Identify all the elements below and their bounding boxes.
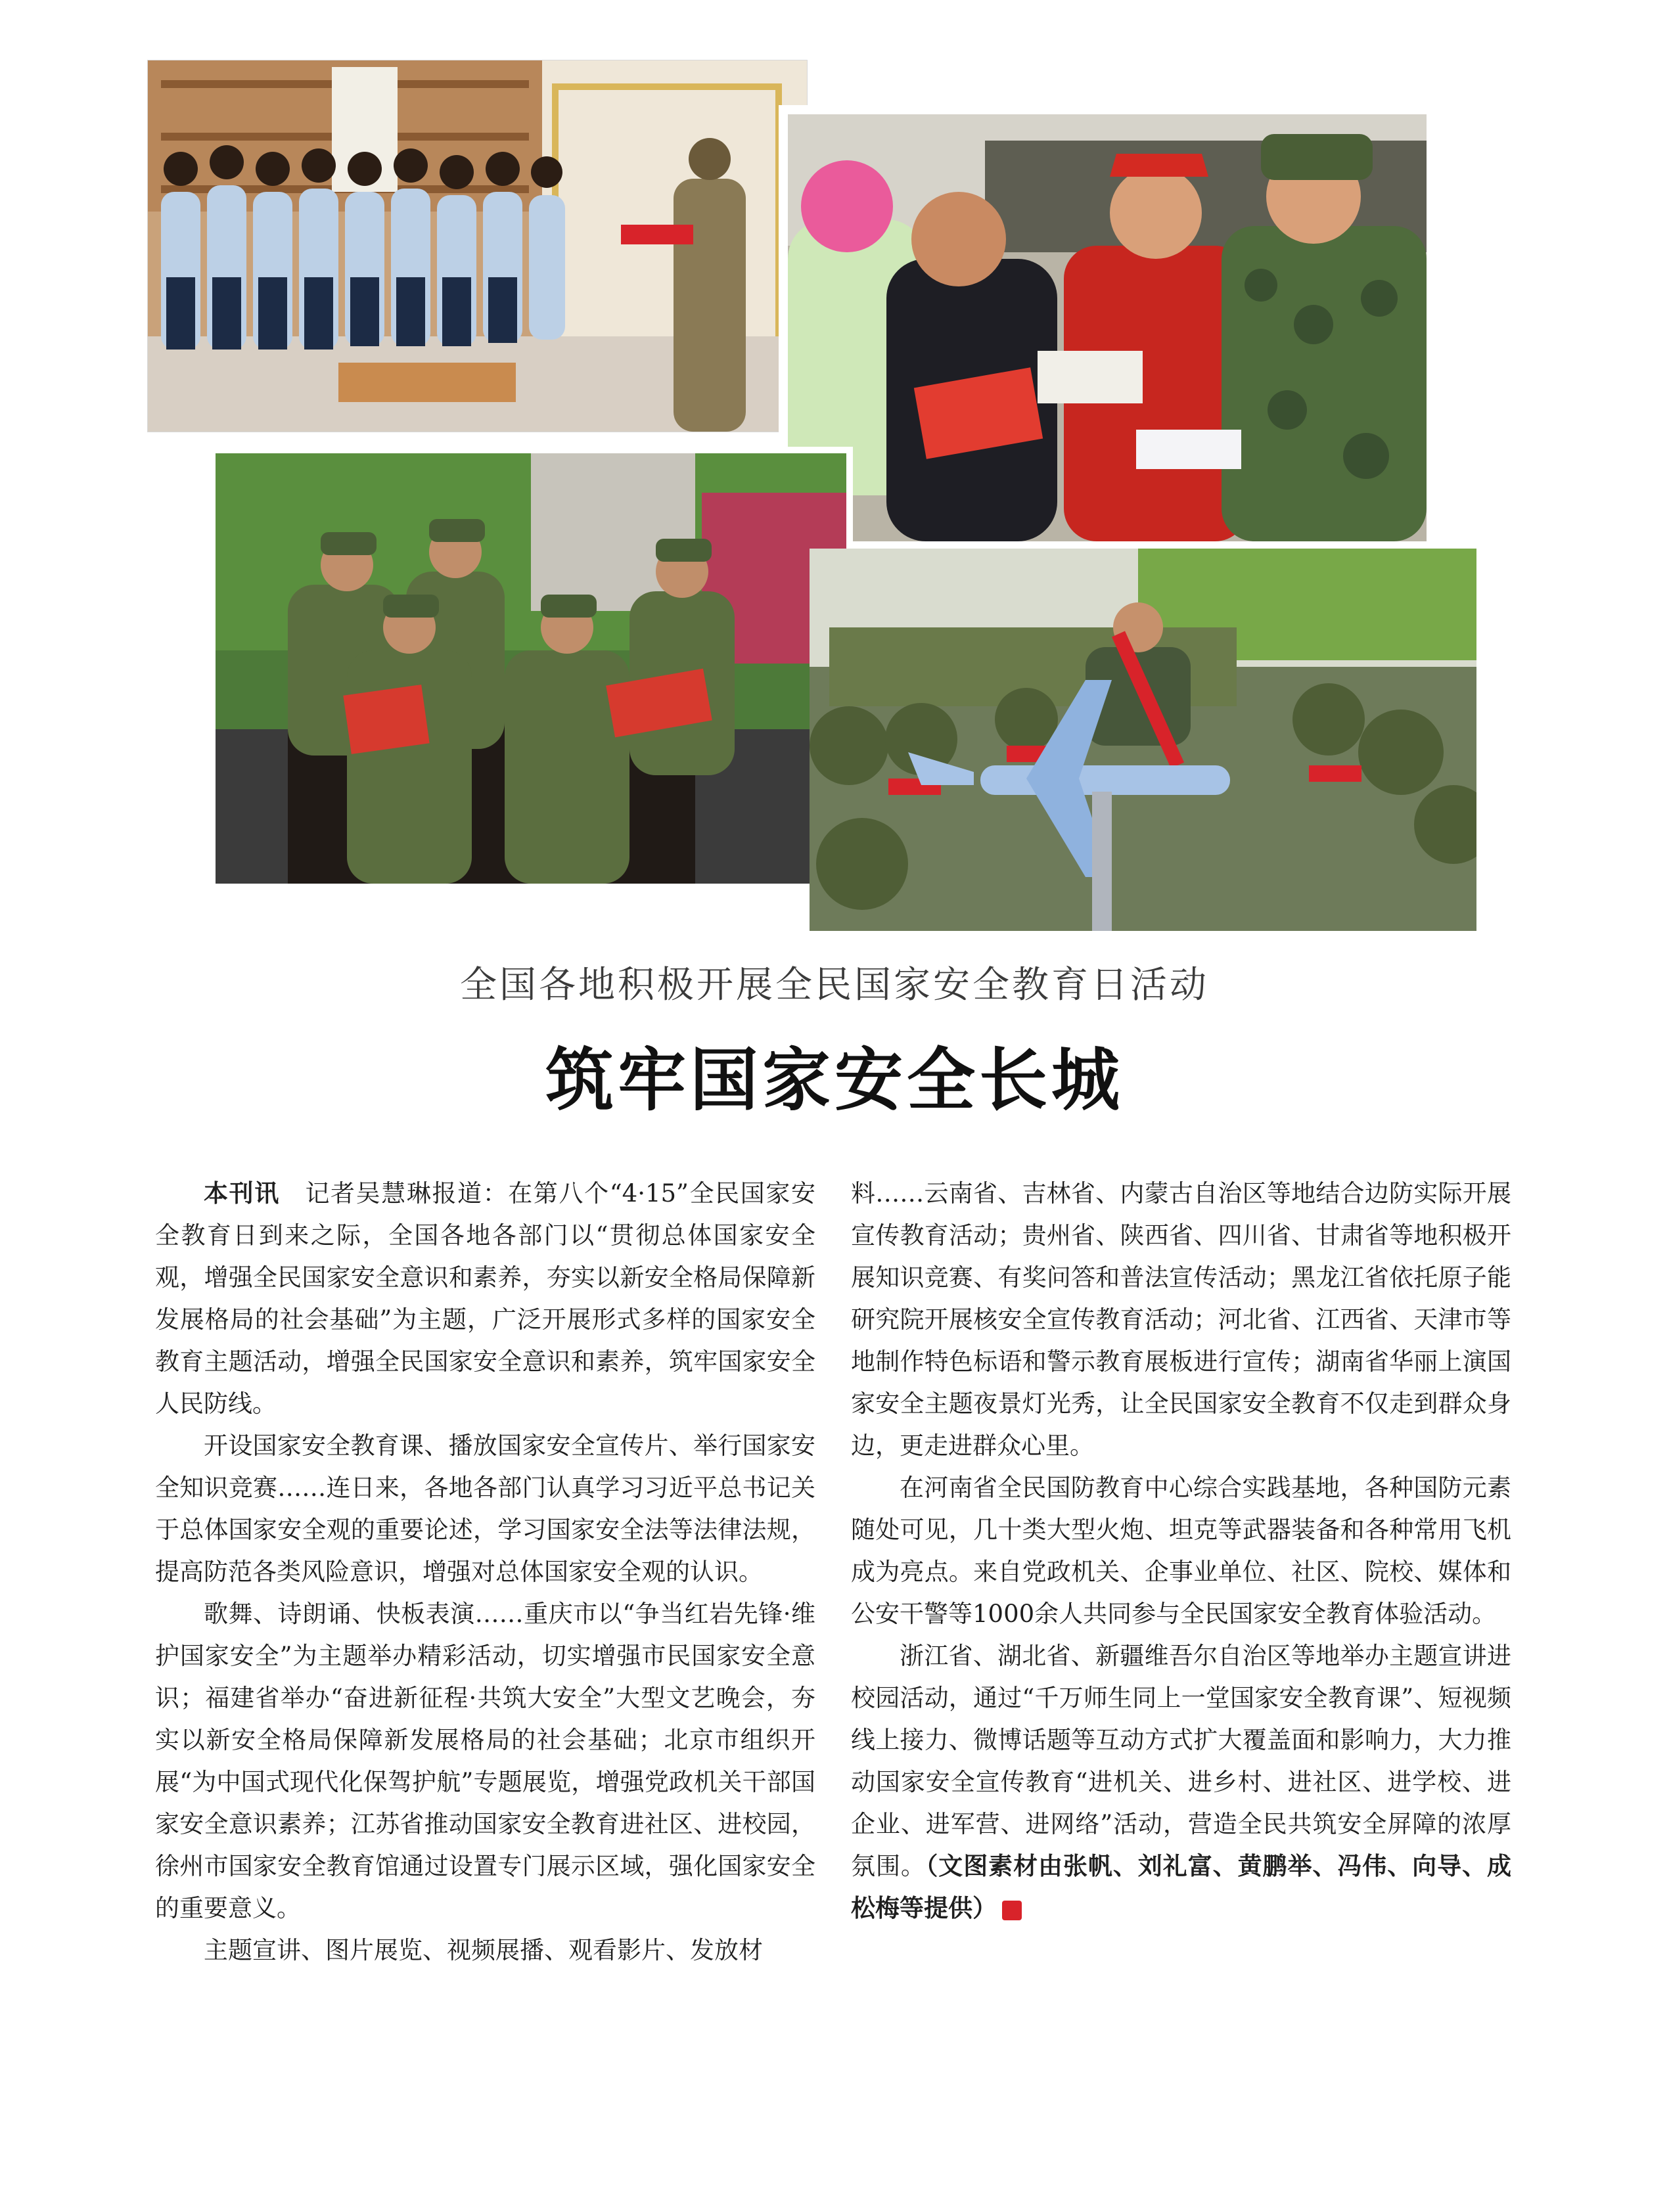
students-library-photo (148, 60, 807, 432)
article-paragraph: 在河南省全民国防教育中心综合实践基地，各种国防元素随处可见，几十类大型火炮、坦克等武器装备和各种常用飞机成为亮点。来自党政机关、企事业单位、社区、院校、媒体和公安干警等1000余人共同参与全民国家安全教育体验活动。 (851, 1474, 1511, 1628)
children-aircraft-model-photo (810, 549, 1476, 931)
end-mark-icon: G (1002, 1901, 1022, 1920)
photo-credit: （文图素材由张帆、刘礼富、黄鹏举、冯伟、向导、成松梅等提供） (851, 1852, 1511, 1922)
article-column-right (851, 1173, 1511, 1930)
article-title: 筑牢国家安全长城 (545, 1040, 1124, 1120)
article-paragraph: 歌舞、诗朗诵、快板表演……重庆市以“争当红岩先锋·维护国家安全”为主题举办精彩活动，切实增强市民国家安全意识；福建省举办“奋进新征程·共筑大安全”大型文艺晚会，夯实以新安全格局保障新发展格局的社会基础；北京市组织开展“为中国式现代化保驾护航”专题展览，增强党政机关干部国家安全意识素养；江苏省推动国家安全教育进社区、进校园，徐州市国家安全教育馆通过设置专门展示区域，强化国家安全的重要意义。 (155, 1600, 815, 1922)
article-column-left (155, 1173, 815, 1972)
article-paragraph-text: 浙江省、湖北省、新疆维吾尔自治区等地举办主题宣讲进校园活动，通过“千万师生同上一堂国家安全教育课”、短视频线上接力、微博话题等互动方式扩大覆盖面和影响力，大力推动国家安全宣传教育“进机关、进乡村、进社区、进学校、进企业、进军营、进网络”活动，营造全民共筑安全屏障的浓厚氛围。 (851, 1642, 1511, 1880)
soldier-handing-leaflets-photo (779, 105, 1436, 551)
article-paragraph (851, 1635, 1511, 1930)
lead-label: 本刊讯 (204, 1179, 280, 1208)
soldiers-reading-brochures-photo (209, 447, 853, 890)
article-paragraph (155, 1173, 815, 1425)
article-paragraph: 料……云南省、吉林省、内蒙古自治区等地结合边防实际开展宣传教育活动；贵州省、陕西省、四川省、甘肃省等地积极开展知识竞赛、有奖问答和普法宣传活动；黑龙江省依托原子能研究院开展核安全宣传教育活动；河北省、江西省、天津市等地制作特色标语和警示教育展板进行宣传；湖南省华丽上演国家安全主题夜景灯光秀，让全民国家安全教育不仅走到群众身边，更走进群众心里。 (851, 1179, 1511, 1460)
article-paragraph: 主题宣讲、图片展览、视频展播、观看影片、发放材 (204, 1936, 763, 1964)
article-paragraph-text: 记者吴慧琳报道：在第八个“4·15”全民国家安全教育日到来之际，全国各地各部门以“贯彻总体国家安全观，增强全民国家安全意识和素养，夯实以新安全格局保障新发展格局的社会基础”为主题，广泛开展形式多样的国家安全教育主题活动，增强全民国家安全意识和素养，筑牢国家安全人民防线。 (155, 1179, 815, 1418)
article-subtitle: 全国各地积极开展全民国家安全教育日活动 (460, 964, 1209, 1006)
article-paragraph: 开设国家安全教育课、播放国家安全宣传片、举行国家安全知识竞赛……连日来，各地各部门认真学习习近平总书记关于总体国家安全观的重要论述，学习国家安全法等法律法规，提高防范各类风险意识，增强对总体国家安全观的认识。 (155, 1432, 815, 1586)
